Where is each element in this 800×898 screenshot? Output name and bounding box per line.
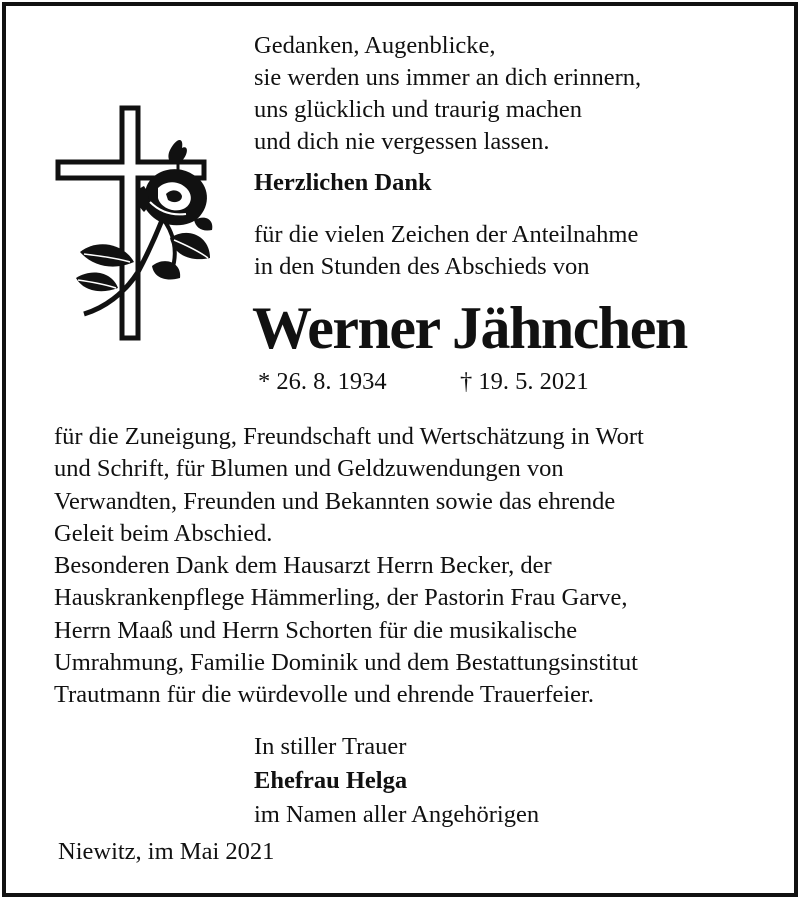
closing-line: In stiller Trauer (254, 733, 407, 760)
body-line: Verwandten, Freunden und Bekannten sowie das ehrende (54, 487, 616, 515)
body-line: Umrahmung, Familie Dominik und dem Bestattungsinstitut (54, 649, 638, 677)
cross-with-rose-icon (54, 102, 214, 342)
poem-line: und dich nie vergessen lassen. (254, 128, 550, 155)
poem-line: sie werden uns immer an dich erinnern, (254, 64, 642, 91)
body-line: Trautmann für die würdevolle und ehrende Trauerfeier. (54, 681, 594, 709)
body-line: Besonderen Dank dem Hausarzt Herrn Becker, der (54, 552, 552, 580)
body-line: für die Zuneigung, Freundschaft und Wertschätzung in Wort (54, 423, 644, 450)
signer-name: Ehefrau Helga (254, 767, 408, 794)
thanks-heading: Herzlichen Dank (254, 169, 432, 196)
closing-block (254, 730, 539, 832)
poem (254, 30, 641, 158)
body-line: Herrn Maaß und Herrn Schorten für die musikalische (54, 616, 578, 644)
closing-line: im Namen aller Angehörigen (254, 801, 540, 828)
poem-line: uns glücklich und traurig machen (254, 96, 582, 123)
deceased-name: Werner Jähnchen (252, 295, 687, 361)
birth-date: * 26. 8. 1934 (258, 368, 387, 395)
death-date: † 19. 5. 2021 (460, 368, 589, 395)
body-line: Geleit beim Abschied. (54, 519, 273, 547)
body-line: Hauskrankenpflege Hämmerling, der Pastorin Frau Garve, (54, 584, 628, 612)
place-date: Niewitz, im Mai 2021 (58, 838, 275, 865)
obituary-notice (2, 2, 798, 897)
body-line: und Schrift, für Blumen und Geldzuwendungen von (54, 455, 564, 483)
intro-text (254, 219, 638, 283)
intro-line: in den Stunden des Abschieds von (254, 253, 590, 280)
intro-line: für die vielen Zeichen der Anteilnahme (254, 221, 639, 248)
thanks-body (54, 421, 644, 712)
poem-line: Gedanken, Augenblicke, (254, 32, 496, 59)
